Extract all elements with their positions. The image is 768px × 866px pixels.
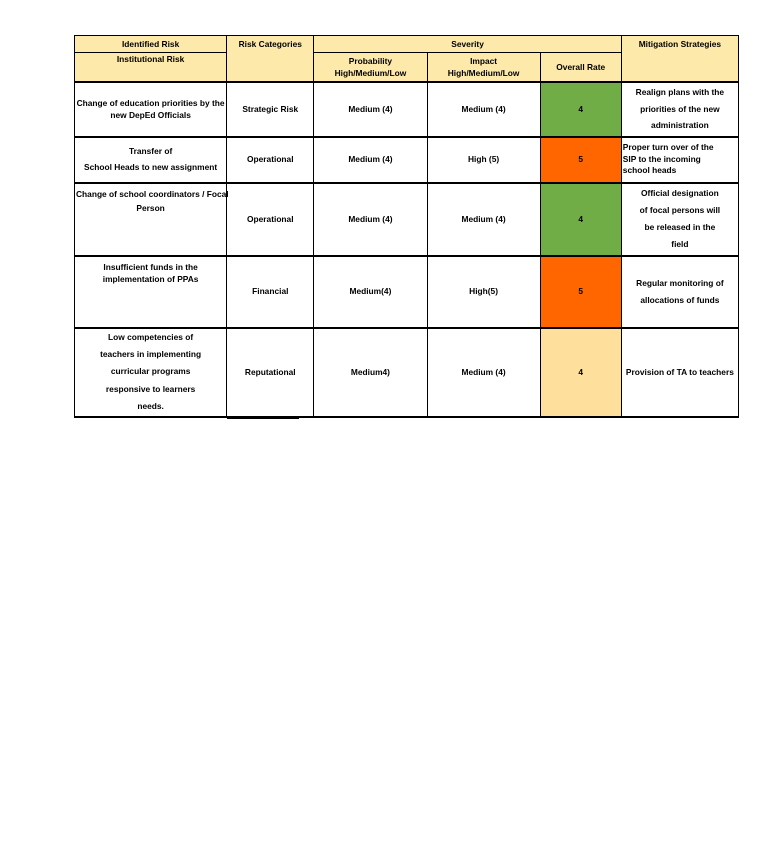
- mitigation-line: school heads: [622, 165, 677, 176]
- risk-cell: [75, 82, 227, 137]
- impact-cell: Medium (4): [427, 183, 540, 256]
- category-cell: Strategic Risk: [227, 82, 314, 137]
- header-probability-line2: High/Medium/Low: [334, 67, 407, 78]
- table-row: [75, 82, 739, 137]
- mitigation-cell: [621, 256, 738, 328]
- header-mitigation-strategies: Mitigation Strategies: [621, 36, 738, 82]
- mitigation-line: of focal persons will: [639, 205, 721, 216]
- risk-line: curricular programs: [110, 366, 191, 377]
- table-bottom-rule: [227, 418, 299, 419]
- risk-line: Transfer of: [128, 146, 173, 157]
- mitigation-cell: [621, 137, 738, 183]
- table-row: [75, 328, 739, 417]
- mitigation-line: Proper turn over of the: [622, 142, 714, 153]
- risk-line: Change of education priorities by the: [76, 97, 225, 108]
- probability-cell: Medium4): [314, 328, 427, 417]
- mitigation-line: Regular monitoring of: [636, 277, 724, 288]
- table-row: [75, 137, 739, 183]
- header-probability-line1: Probability: [348, 55, 393, 66]
- mitigation-line: field: [671, 238, 689, 249]
- category-cell: Operational: [227, 183, 314, 256]
- probability-cell: Medium (4): [314, 82, 427, 137]
- table-row: [75, 183, 739, 256]
- mitigation-cell: [621, 82, 738, 137]
- mitigation-line: Official designation: [641, 188, 719, 199]
- impact-cell: High(5): [427, 256, 540, 328]
- mitigation-line: Provision of TA to teachers: [625, 366, 734, 377]
- mitigation-line: administration: [651, 120, 709, 131]
- header-risk-categories: Risk Categories: [227, 36, 314, 82]
- header-probability: [314, 53, 427, 82]
- mitigation-line: Realign plans with the: [635, 87, 725, 98]
- header-impact-line2: High/Medium/Low: [447, 67, 520, 78]
- risk-cell: [75, 137, 227, 183]
- risk-line: Change of school coordinators / Focal: [76, 188, 229, 199]
- impact-cell: Medium (4): [427, 82, 540, 137]
- mitigation-line: SIP to the incoming: [622, 153, 701, 164]
- header-severity: Severity: [314, 36, 621, 53]
- risk-line: new DepEd Officials: [110, 110, 191, 120]
- risk-line: needs.: [137, 400, 164, 411]
- probability-cell: Medium (4): [314, 137, 427, 183]
- impact-cell: Medium (4): [427, 328, 540, 417]
- overall-rate-cell: 4: [540, 328, 621, 417]
- overall-rate-cell: 5: [540, 256, 621, 328]
- category-cell: Financial: [227, 256, 314, 328]
- mitigation-line: be released in the: [644, 222, 716, 232]
- table-row: [75, 256, 739, 328]
- header-identified-risk: Identified Risk: [75, 36, 227, 53]
- risk-table: [74, 35, 739, 418]
- overall-rate-cell: 4: [540, 82, 621, 137]
- header-impact-line1: Impact: [470, 55, 498, 66]
- category-cell: Operational: [227, 137, 314, 183]
- header-institutional-risk: Institutional Risk: [75, 53, 227, 82]
- impact-cell: High (5): [427, 137, 540, 183]
- header-overall-rate: Overall Rate: [540, 53, 621, 82]
- risk-cell: [75, 328, 227, 417]
- risk-line: School Heads to new assignment: [84, 161, 218, 172]
- header-impact: [427, 53, 540, 82]
- risk-cell: [75, 183, 227, 256]
- risk-line: Insufficient funds in the: [103, 261, 198, 272]
- probability-cell: Medium (4): [314, 183, 427, 256]
- risk-line: Person: [136, 203, 165, 214]
- category-cell: Reputational: [227, 328, 314, 417]
- overall-rate-cell: 4: [540, 183, 621, 256]
- mitigation-line: priorities of the new: [640, 103, 720, 114]
- risk-line: responsive to learners: [105, 383, 196, 394]
- risk-line: implementation of PPAs: [102, 273, 199, 284]
- mitigation-cell: [621, 183, 738, 256]
- risk-line: Low competencies of: [108, 331, 194, 342]
- mitigation-cell: [621, 328, 738, 417]
- risk-line: teachers in implementing: [100, 349, 202, 360]
- mitigation-line: allocations of funds: [640, 294, 720, 305]
- overall-rate-cell: 5: [540, 137, 621, 183]
- probability-cell: Medium(4): [314, 256, 427, 328]
- risk-cell: [75, 256, 227, 328]
